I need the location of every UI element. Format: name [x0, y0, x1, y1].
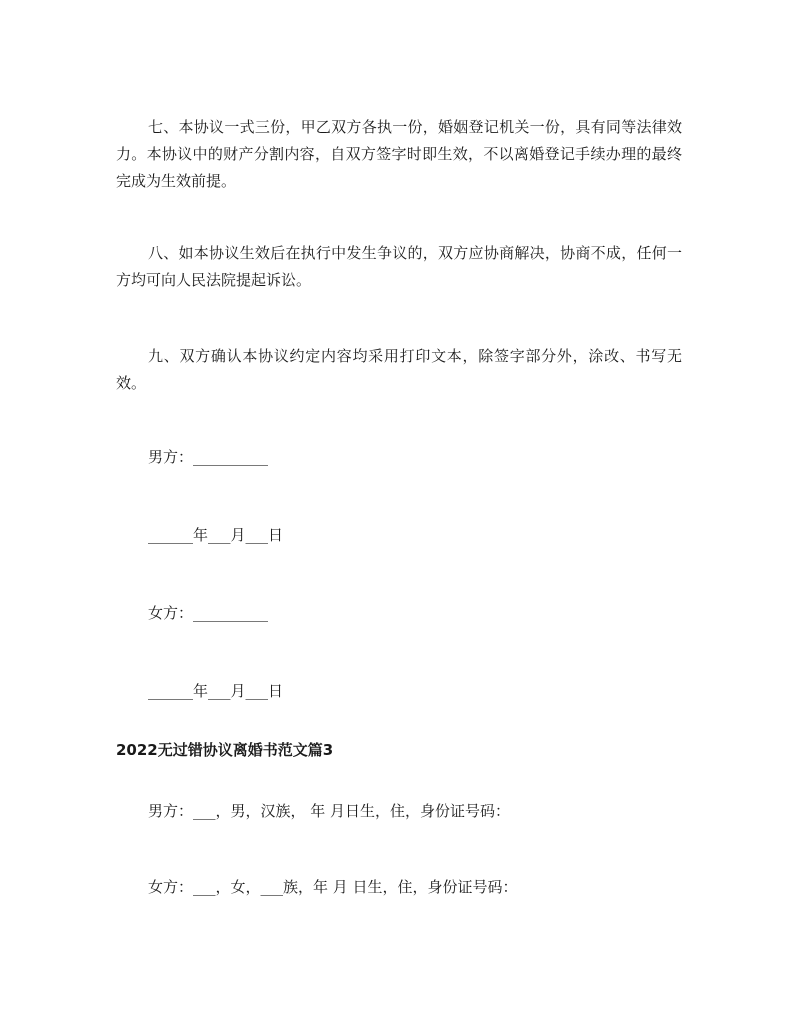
male-date-line: ______年___月___日: [148, 526, 284, 544]
female-info-line: 女方：___，女，___族，年 月 日生，住，身份证号码：: [148, 878, 518, 896]
clause-seven: 七、本协议一式三份，甲乙双方各执一份，婚姻登记机关一份，具有同等法律效力。本协议中的财产分割内容，自双方签字时即生效，不以离婚登记手续办理的最终完成为生效前提。: [116, 118, 682, 190]
clause-nine: 九、双方确认本协议约定内容均采用打印文本，除签字部分外，涂改、书写无效。: [116, 347, 682, 392]
female-date-line: ______年___月___日: [148, 682, 284, 700]
male-info-line: 男方：___，男，汉族， 年 月日生，住，身份证号码：: [148, 802, 511, 820]
clause-eight: 八、如本协议生效后在执行中发生争议的，双方应协商解决，协商不成，任何一方均可向人民法院提起诉讼。: [116, 244, 682, 289]
male-signature-line: 男方：__________: [148, 448, 269, 466]
female-signature-line: 女方：__________: [148, 604, 269, 622]
section-title: 2022无过错协议离婚书范文篇3: [116, 741, 334, 759]
